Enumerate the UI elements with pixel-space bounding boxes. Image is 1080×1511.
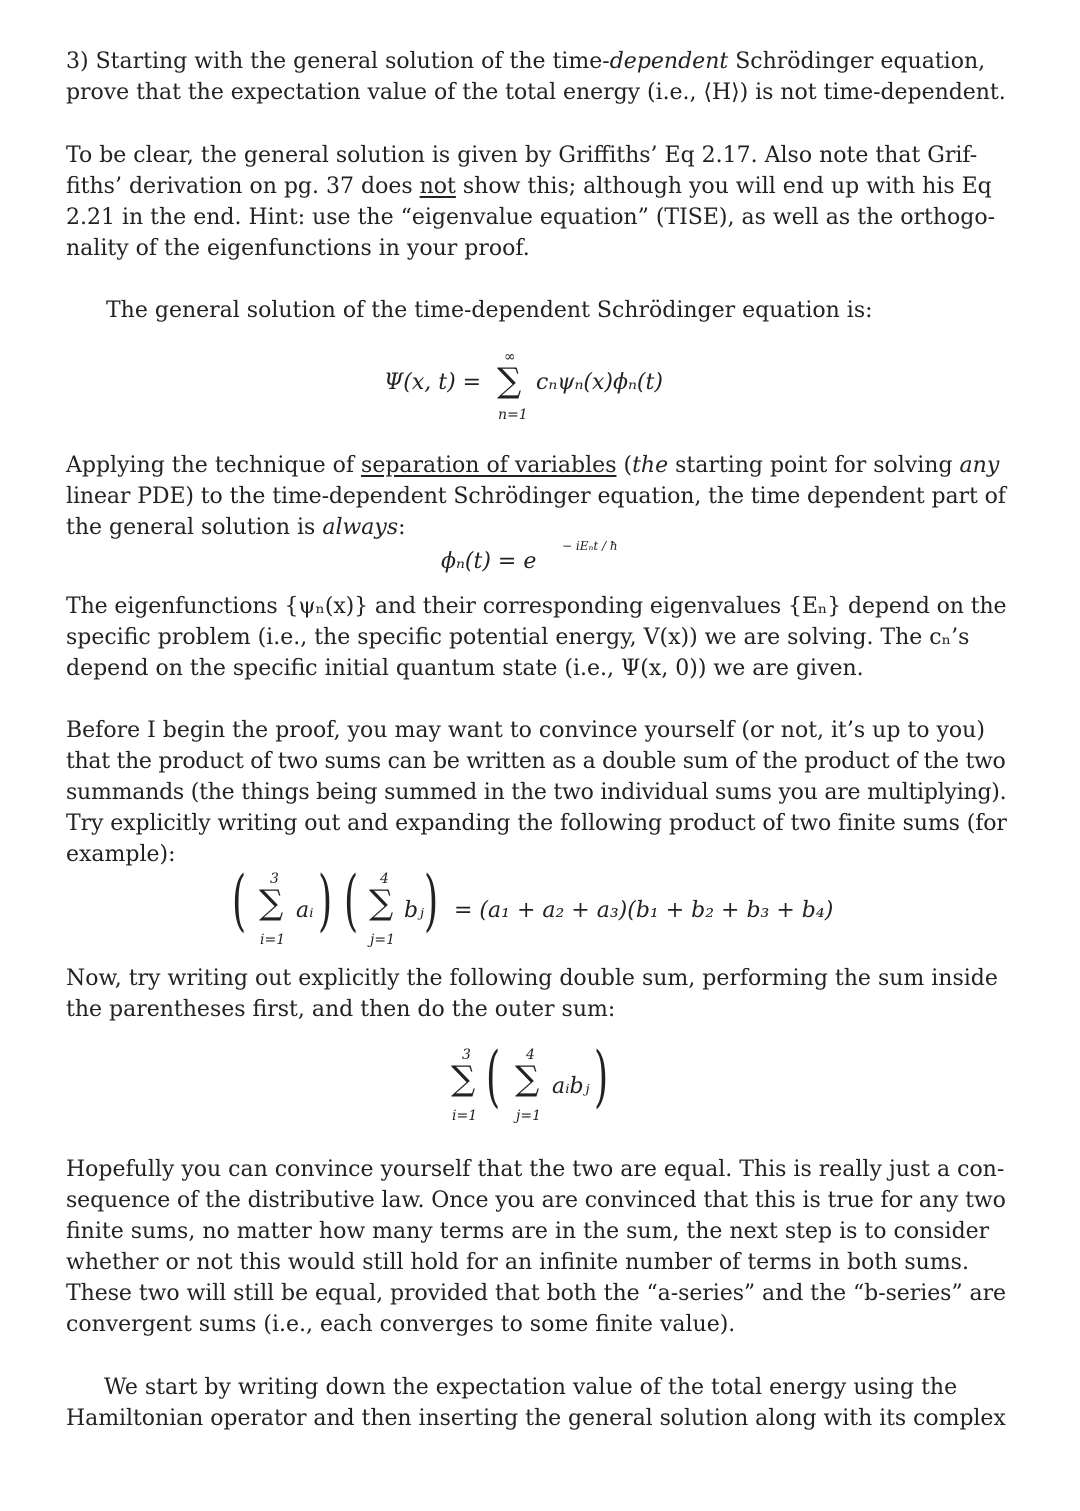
eq1-lhs: Ψ(x, t) =: [384, 370, 482, 395]
eigen-line-2: specific problem (i.e., the specific potential energy, V(x)) we are solving. The cₙ’s: [66, 625, 970, 650]
right-paren-icon: ): [424, 862, 439, 939]
eigen-line-3: depend on the specific initial quantum state (i.e., Ψ(x, 0)) we are given.: [66, 656, 864, 681]
eq4-inner-upper: 4: [526, 1047, 535, 1063]
clarify-line-2: [66, 171, 1006, 202]
problem-line-2: prove that the expectation value of the total energy (i.e., ⟨H⟩) is not time-dependent.: [66, 80, 1006, 105]
before-line-2: that the product of two sums can be written as a double sum of the product of the two: [66, 749, 1006, 774]
eq1-sum-lower: n=1: [498, 407, 528, 423]
text-span: fiths’ derivation on pg. 37 does: [66, 174, 420, 199]
eq4-outer-upper: 3: [462, 1047, 471, 1063]
eq3-sum2-lower: j=1: [370, 932, 395, 948]
eq2-exponent: − iEₙt / ħ: [562, 539, 618, 553]
hope-line-6: convergent sums (i.e., each converges to some finite value).: [66, 1312, 736, 1337]
separation-paragraph: [66, 450, 1006, 543]
intro-line-1: The general solution of the time-dependent Schrödinger equation is:: [106, 298, 873, 323]
underlined-not: not: [419, 174, 456, 199]
text-span: Schrödinger equation,: [728, 49, 986, 74]
clarify-line-3: 2.21 in the end. Hint: use the “eigenvalue equation” (TISE), as well as the orthogo-: [66, 205, 996, 230]
left-paren-icon: (: [232, 862, 247, 939]
eigen-line-1: The eigenfunctions {ψₙ(x)} and their corresponding eigenvalues {Eₙ} depend on the: [66, 594, 1007, 619]
hope-line-5: These two will still be equal, provided that both the “a-series” and the “b-series” are: [66, 1281, 1007, 1306]
eq4-outer-lower: i=1: [452, 1108, 478, 1124]
eq4-term: aᵢbⱼ: [552, 1074, 590, 1099]
hope-line-2: sequence of the distributive law. Once you are convinced that this is true for any two: [66, 1188, 1006, 1213]
start-paragraph: [66, 1372, 1006, 1434]
text-span: Applying the technique of: [66, 453, 362, 478]
sigma-icon: ∑: [515, 1059, 540, 1099]
text-span: 3) Starting with the general solution of the time-: [66, 49, 610, 74]
text-span: :: [398, 515, 406, 540]
emphasis-always: always: [322, 515, 399, 540]
eq3-sum2-upper: 4: [380, 871, 389, 887]
before-line-3: summands (the things being summed in the two individual sums you are multiplying).: [66, 780, 1007, 805]
sigma-icon: ∑: [451, 1059, 476, 1099]
left-paren-icon: (: [486, 1038, 501, 1115]
hope-line-1: Hopefully you can convince yourself that the two are equal. This is really just a con-: [66, 1157, 1005, 1182]
left-paren-icon: (: [344, 862, 359, 939]
eq3-sum2-term: bⱼ: [404, 898, 424, 923]
underlined-separation-of-variables: separation of variables: [361, 453, 617, 478]
emphasis-the: the: [632, 453, 669, 478]
separation-line-1: [66, 450, 1006, 481]
text-span: (: [616, 453, 633, 478]
text-span: starting point for solving: [668, 453, 960, 478]
hope-line-4: whether or not this would still hold for an infinite number of terms in both sums.: [66, 1250, 969, 1275]
hopefully-paragraph: [66, 1154, 1006, 1340]
sigma-icon: ∑: [259, 883, 284, 923]
eq1-sum-upper: ∞: [504, 349, 516, 365]
hope-line-3: finite sums, no matter how many terms are in the sum, the next step is to consider: [66, 1219, 990, 1244]
problem-line-1: [66, 46, 1006, 77]
eq3-sum1-term: aᵢ: [296, 898, 314, 923]
eq1-summand: cₙψₙ(x)ϕₙ(t): [536, 370, 663, 395]
clarify-line-4: nality of the eigenfunctions in your proof.: [66, 236, 530, 261]
sigma-icon: ∑: [497, 361, 522, 401]
now-paragraph: [66, 963, 1006, 1025]
right-paren-icon: ): [594, 1038, 609, 1115]
now-line-1: Now, try writing out explicitly the following double sum, performing the sum inside: [66, 966, 998, 991]
sigma-icon: ∑: [369, 883, 394, 923]
separation-line-2: linear PDE) to the time-dependent Schrödinger equation, the time dependent part of: [66, 484, 1006, 509]
before-line-1: Before I begin the proof, you may want to convince yourself (or not, it’s up to you): [66, 718, 985, 743]
start-line-1: We start by writing down the expectation value of the total energy using the: [104, 1375, 958, 1400]
right-paren-icon: ): [318, 862, 333, 939]
now-line-2: the parentheses first, and then do the outer sum:: [66, 997, 616, 1022]
emphasis-dependent: dependent: [609, 49, 729, 74]
intro-paragraph: [106, 295, 1006, 326]
eigen-paragraph: [66, 591, 1006, 684]
start-line-2: Hamiltonian operator and then inserting the general solution along with its complex: [66, 1406, 1006, 1431]
problem-statement: [66, 46, 1006, 108]
clarification-paragraph: [66, 140, 1006, 264]
eq3-sum1-lower: i=1: [260, 932, 286, 948]
before-line-5: example):: [66, 842, 176, 867]
eq3-rhs: = (a₁ + a₂ + a₃)(b₁ + b₂ + b₃ + b₄): [454, 898, 834, 923]
eq2-lhs: ϕₙ(t) = e: [441, 549, 537, 574]
text-span: the general solution is: [66, 515, 323, 540]
before-line-4: Try explicitly writing out and expanding the following product of two finite sums (for: [66, 811, 1007, 836]
emphasis-any: any: [959, 453, 1000, 478]
separation-line-3: [66, 512, 1006, 543]
before-paragraph: [66, 715, 1006, 870]
eq4-inner-lower: j=1: [516, 1108, 541, 1124]
clarify-line-1: To be clear, the general solution is given by Griffiths’ Eq 2.17. Also note that Grif-: [66, 143, 978, 168]
eq3-sum1-upper: 3: [270, 871, 279, 887]
text-span: show this; although you will end up with his Eq: [455, 174, 992, 199]
